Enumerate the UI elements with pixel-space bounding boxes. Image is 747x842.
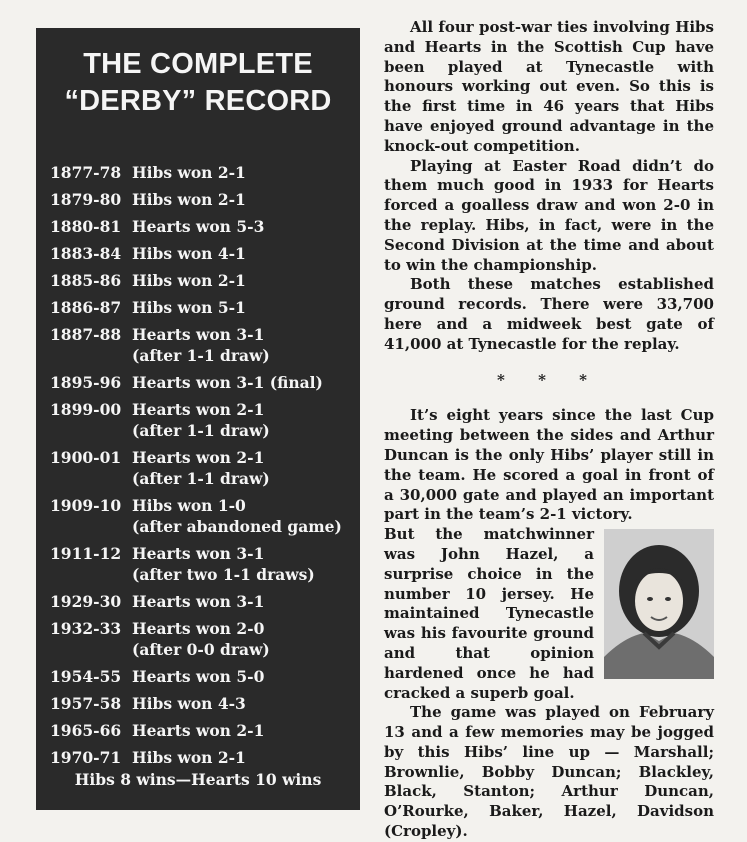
record-season: 1886-87 [50, 298, 122, 317]
record-result: Hibs won 4-1 [132, 244, 246, 263]
record-row [50, 747, 354, 768]
record-row [50, 372, 354, 393]
record-season: 1932-33 [50, 619, 122, 638]
player-photo [604, 529, 714, 679]
record-season: 1909-10 [50, 496, 122, 515]
record-row [50, 324, 354, 366]
record-row [50, 162, 354, 183]
record-row [50, 591, 354, 612]
record-result [132, 618, 354, 660]
record-season: 1970-71 [50, 748, 122, 767]
article-paragraph: It’s eight years since the last Cup meeting between the sides and Arthur Duncan is the only Hibs’ player still in the team. He scored a goal in front of a 30,000 gate and played an important part in the team’s 2-1 victory. [384, 406, 714, 524]
record-row [50, 297, 354, 318]
record-note: (after 0-0 draw) [132, 640, 270, 659]
article-paragraph: All four post-war ties involving Hibs and Hearts in the Scottish Cup have been played at Tynecastle with honours working out even. So this is the first time in 46 years that Hibs have enjoyed ground advantage in the knock-out competition. [384, 18, 714, 155]
record-result: Hibs won 2-1 [132, 748, 246, 767]
record-row [50, 720, 354, 741]
article-paragraph: Both these matches established ground records. There were 33,700 here and a midweek best gate of 41,000 at Tynecastle for the replay. [384, 275, 714, 353]
record-note: (after 1-1 draw) [132, 346, 270, 365]
record-result [132, 324, 354, 366]
record-result: Hibs won 5-1 [132, 298, 246, 317]
record-score: Hearts won 3-1 [132, 544, 265, 563]
record-result [132, 447, 354, 489]
record-season: 1900-01 [50, 448, 122, 467]
record-row [50, 270, 354, 291]
record-row [50, 447, 354, 489]
record-result: Hibs won 2-1 [132, 190, 246, 209]
record-note: (after two 1-1 draws) [132, 565, 315, 584]
record-season: 1879-80 [50, 190, 122, 209]
record-row [50, 495, 354, 537]
record-season: 1887-88 [50, 325, 122, 344]
record-score: Hearts won 2-0 [132, 619, 265, 638]
record-result: Hearts won 3-1 [132, 592, 265, 611]
article-paragraph: The game was played on February 13 and a few memories may be jogged by this Hibs’ line up — Marshall; Brownlie, Bobby Duncan; Blackley, Black, Stanton; Arthur Duncan, O’Rourke, Baker, Hazel, Davidson (Cropley). [384, 703, 714, 841]
record-score: Hearts won 2-1 [132, 448, 265, 467]
record-result: Hearts won 5-3 [132, 217, 265, 236]
panel-title-line1: THE COMPLETE [83, 48, 313, 80]
section-separator: * * * [497, 370, 601, 389]
record-season: 1885-86 [50, 271, 122, 290]
record-row [50, 189, 354, 210]
records-list [50, 162, 354, 774]
record-score: Hearts won 2-1 [132, 400, 265, 419]
record-season: 1965-66 [50, 721, 122, 740]
record-result [132, 495, 354, 537]
player-portrait-image [604, 529, 714, 679]
record-result: Hibs won 2-1 [132, 271, 246, 290]
record-result: Hearts won 2-1 [132, 721, 265, 740]
record-season: 1954-55 [50, 667, 122, 686]
record-season: 1877-78 [50, 163, 122, 182]
article-paragraph: But the matchwinner was John Hazel, a surprise choice in the number 10 jersey. He maintained Tynecastle was his favourite ground and that opinion hardened once he had cracked a superb goal. [384, 525, 594, 702]
record-result: Hearts won 5-0 [132, 667, 265, 686]
record-season: 1957-58 [50, 694, 122, 713]
record-result: Hibs won 2-1 [132, 163, 246, 182]
record-note: (after abandoned game) [132, 517, 342, 536]
record-result [132, 543, 354, 585]
record-row [50, 399, 354, 441]
record-row [50, 216, 354, 237]
record-season: 1883-84 [50, 244, 122, 263]
record-row [50, 666, 354, 687]
record-note: (after 1-1 draw) [132, 469, 270, 488]
record-row [50, 693, 354, 714]
wins-tally: Hibs 8 wins—Hearts 10 wins [74, 770, 322, 789]
record-row [50, 543, 354, 585]
record-season: 1911-12 [50, 544, 122, 563]
record-season: 1899-00 [50, 400, 122, 419]
record-season: 1880-81 [50, 217, 122, 236]
record-season: 1895-96 [50, 373, 122, 392]
record-row [50, 618, 354, 660]
panel-title [36, 28, 360, 120]
record-result: Hearts won 3-1 (final) [132, 373, 323, 392]
record-result: Hibs won 4-3 [132, 694, 246, 713]
record-score: Hearts won 3-1 [132, 325, 265, 344]
record-score: Hibs won 1-0 [132, 496, 246, 515]
record-season: 1929-30 [50, 592, 122, 611]
article-paragraph: Playing at Easter Road didn’t do them much good in 1933 for Hearts forced a goalless draw and won 2-0 in the replay. Hibs, in fact, were in the Second Division at the time and about to win the championship. [384, 156, 714, 274]
record-row [50, 243, 354, 264]
record-note: (after 1-1 draw) [132, 421, 270, 440]
article-column [384, 18, 714, 842]
panel-title-line2: “DERBY” RECORD [64, 85, 332, 117]
record-result [132, 399, 354, 441]
derby-record-panel [36, 28, 360, 810]
